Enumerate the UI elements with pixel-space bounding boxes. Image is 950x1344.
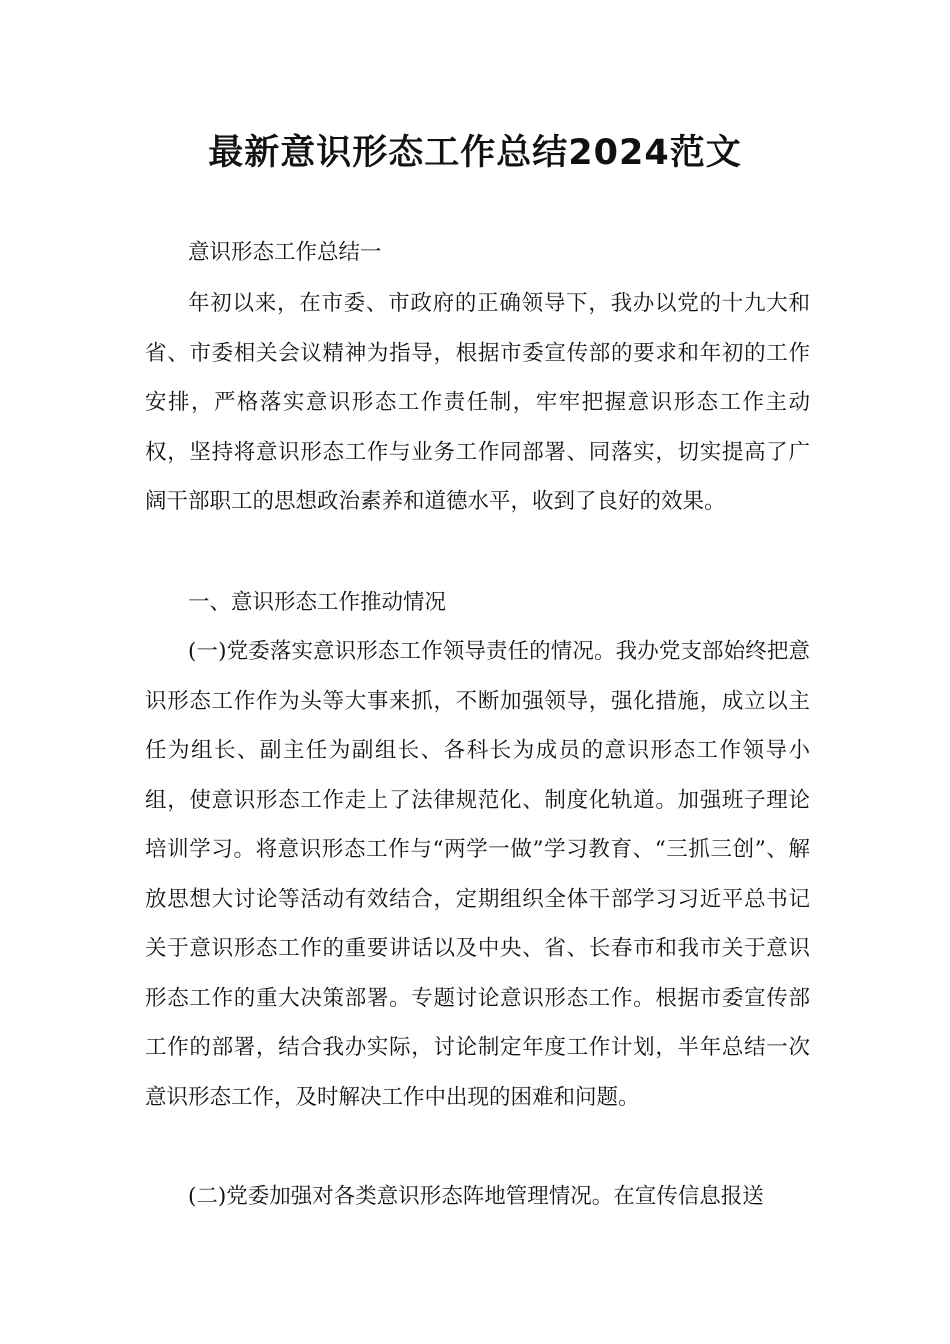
intro-paragraph (145, 279, 810, 527)
document-subtitle (145, 228, 810, 278)
document-title: 最新意识形态工作总结2024范文 (208, 133, 742, 173)
intro-text: 年初以来，在市委、市政府的正确领导下，我办以党的十九大和省、市委相关会议精神为指导，根据市委宣传部的要求和年初的工作安排，严格落实意识形态工作责任制，牢牢把握意识形态工作主动权，坚持将意识形态工作与业务工作同部署、同落实，切实提高了广阔干部职工的思想政治素养和道德水平，收到了良好的效果。 (145, 291, 810, 514)
section-heading (145, 578, 810, 628)
subtitle-text: 意识形态工作总结一 (188, 240, 382, 265)
section-paragraph-1 (145, 627, 810, 1122)
section-heading-text: 一、意识形态工作推动情况 (188, 590, 447, 615)
section-paragraph-1-text: (一)党委落实意识形态工作领导责任的情况。我办党支部始终把意识形态工作作为头等大事来抓，不断加强领导，强化措施，成立以主任为组长、副主任为副组长、各科长为成员的意识形态工作领导小组，使意识形态工作走上了法律规范化、制度化轨道。加强班子理论培训学习。将意识形态工作与“两学一做”学习教育、“三抓三创”、解放思想大讨论等活动有效结合，定期组织全体干部学习习近平总书记关于意识形态工作的重要讲话以及中央、省、长春市和我市关于意识形态工作的重大决策部署。专题讨论意识形态工作。根据市委宣传部工作的部署，结合我办实际，讨论制定年度工作计划，半年总结一次意识形态工作，及时解决工作中出现的困难和问题。 (145, 639, 810, 1110)
section-paragraph-2 (145, 1172, 810, 1222)
section-paragraph-2-text: (二)党委加强对各类意识形态阵地管理情况。在宣传信息报送 (188, 1184, 764, 1209)
